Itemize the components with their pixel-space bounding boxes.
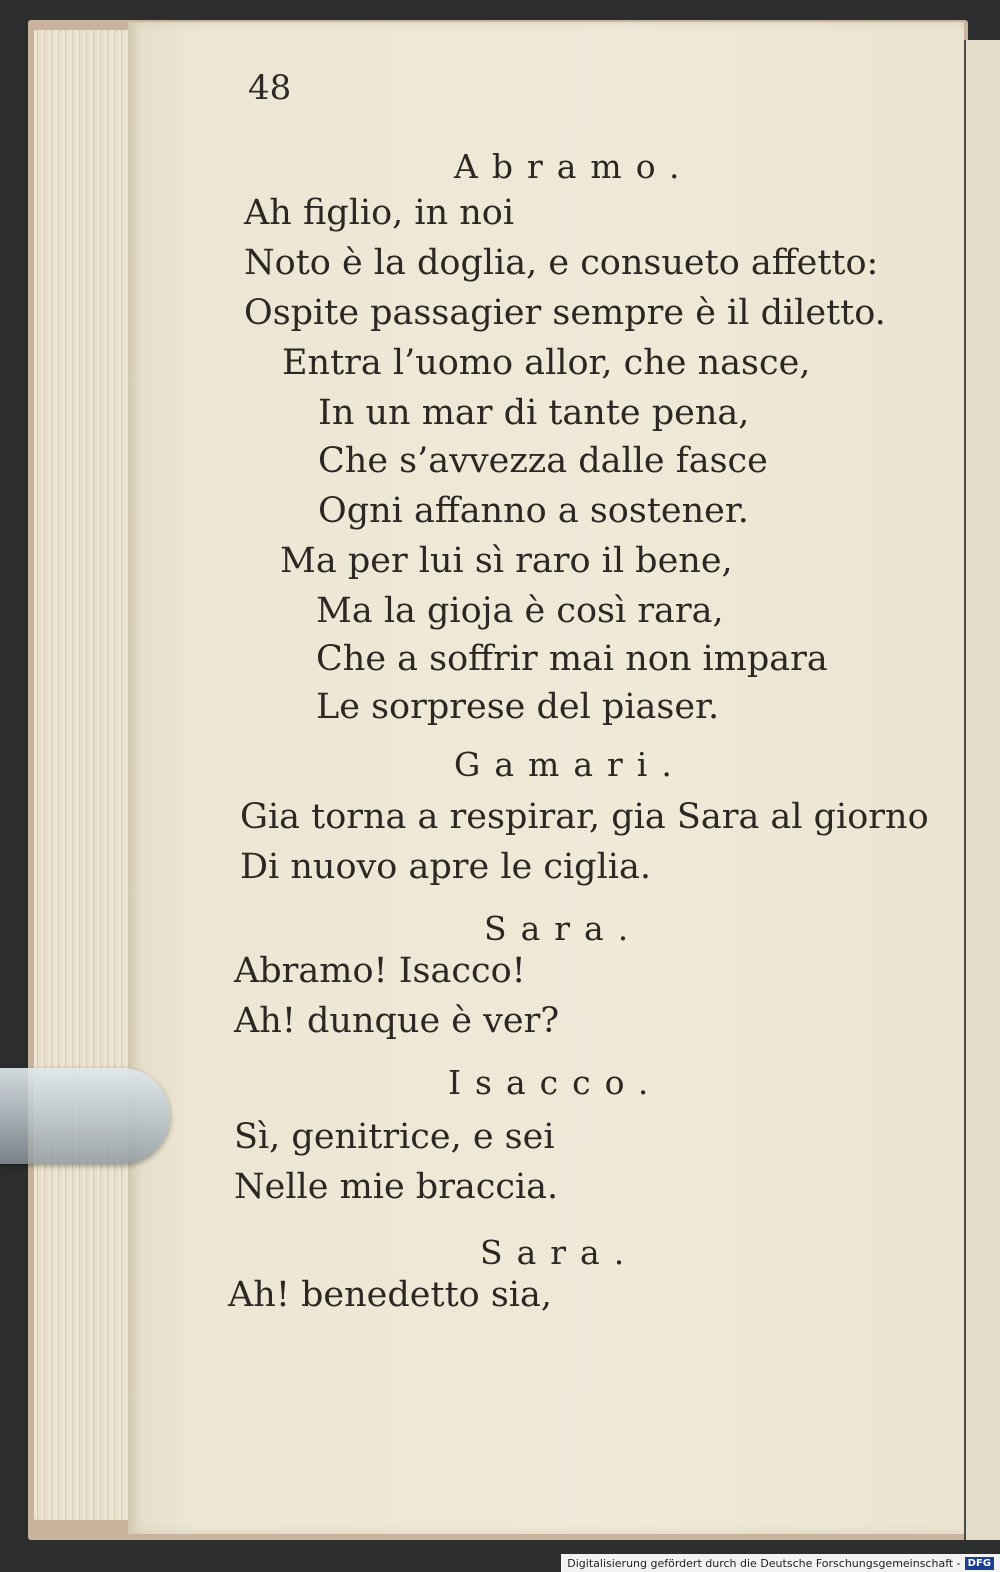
verse-line: In un mar di tante pena, — [318, 393, 750, 433]
verse-line: Nelle mie braccia. — [234, 1167, 559, 1207]
verse-line: Ogni affanno a sostener. — [318, 491, 749, 531]
speaker-name: Sara. — [484, 909, 643, 948]
speaker-name: Isacco. — [448, 1063, 663, 1102]
speaker-name: Sara. — [480, 1233, 639, 1272]
verse-line: Ah! dunque è ver? — [234, 1001, 560, 1041]
verse-line: Noto è la doglia, e consueto affetto: — [244, 243, 879, 283]
verse-line: Le sorprese del piaser. — [316, 687, 720, 727]
verse-line: Ma la gioja è così rara, — [316, 591, 724, 631]
verse-line: Che s’avvezza dalle fasce — [318, 441, 768, 481]
page-clip — [0, 1068, 170, 1164]
verse-line: Sì, genitrice, e sei — [234, 1117, 555, 1157]
verse-line: Gia torna a respirar, gia Sara al giorno — [240, 797, 929, 837]
verse-line: Entra l’uomo allor, che nasce, — [282, 343, 811, 383]
verse-line: Abramo! Isacco! — [234, 951, 526, 991]
verse-line: Ospite passagier sempre è il diletto. — [244, 293, 886, 333]
facing-page-edge — [964, 40, 1000, 1540]
verse-line: Ma per lui sì raro il bene, — [280, 541, 733, 581]
speaker-name: Gamari. — [454, 745, 686, 784]
dfg-logo-icon: DFG — [965, 1557, 994, 1570]
verse-line: Ah! benedetto sia, — [228, 1275, 552, 1315]
verse-line: Ah figlio, in noi — [244, 193, 515, 233]
speaker-name: Abramo. — [454, 147, 694, 186]
credit-text: Digitalisierung gefördert durch die Deutsche Forschungsgemeinschaft - — [567, 1556, 961, 1570]
digitization-credit-bar — [561, 1554, 1000, 1572]
verse-line: Che a soffrir mai non impara — [316, 639, 828, 679]
verse-line: Di nuovo apre le ciglia. — [240, 847, 651, 887]
page-number: 48 — [248, 68, 292, 108]
